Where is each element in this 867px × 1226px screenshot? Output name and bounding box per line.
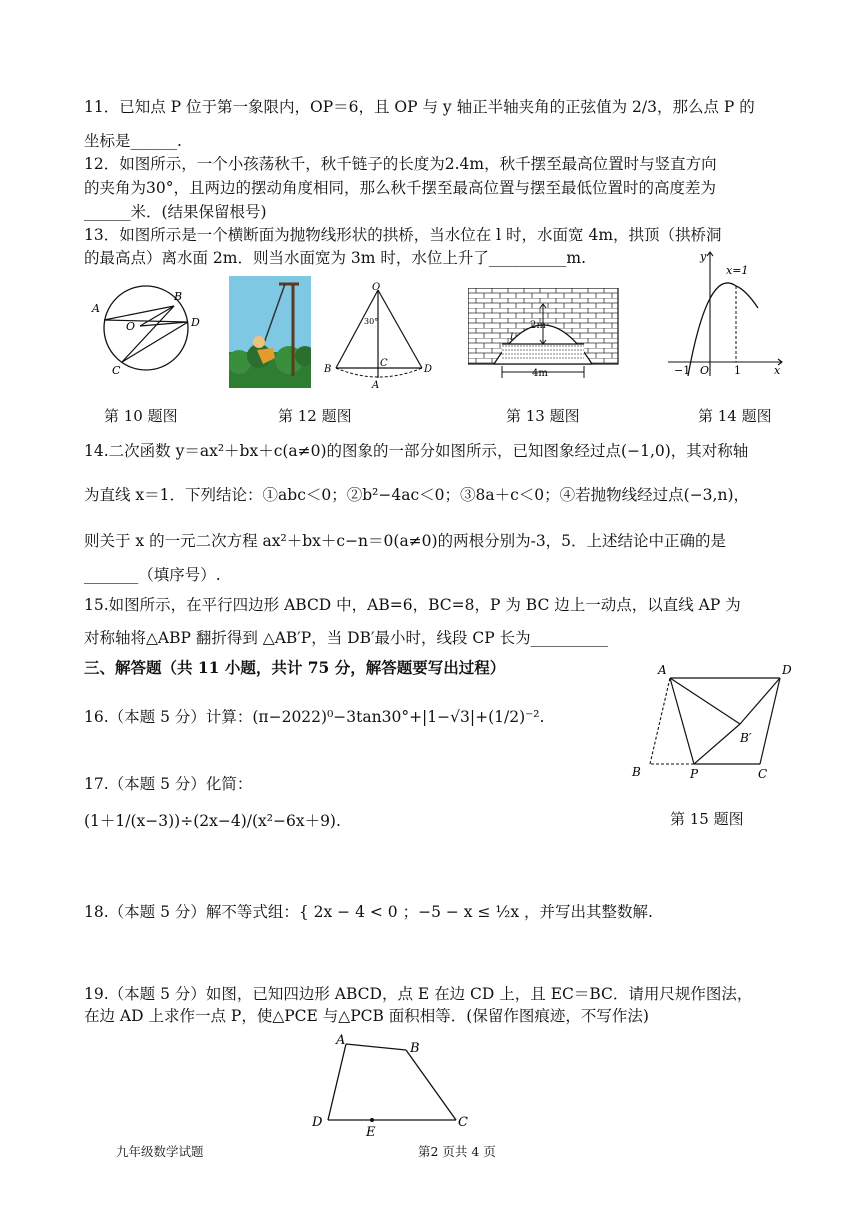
fig14-label-o: O <box>700 364 710 377</box>
fig19-label-b: B <box>410 1041 420 1056</box>
q15-line2: 对称轴将△ABP 翻折得到 △AB′P，当 DB′最小时，线段 CP 长为__________ <box>84 629 609 647</box>
fig12-label-angle: 30° <box>364 317 379 326</box>
fig19-label-e: E <box>366 1125 376 1140</box>
fig19-label-a: A <box>336 1033 346 1048</box>
fig15-label-c: C <box>758 767 768 780</box>
q11-line1: 11．已知点 P 位于第一象限内，OP＝6，且 OP 与 y 轴正半轴夹角的正弦值为 2/3，那么点 P 的 <box>84 98 755 116</box>
q16-line: 16.（本题 5 分）计算：(π−2022)⁰−3tan30°+|1−√3|+(1/2)⁻². <box>84 708 545 726</box>
q14-line2: 为直线 x＝1．下列结论：①abc＜0；②b²−4ac＜0；③8a＋c＜0；④若抛物线经过点(−3,n)， <box>84 486 750 504</box>
q11-line2: 坐标是______. <box>84 132 182 150</box>
fig15-label-d: D <box>782 663 792 677</box>
fig12-label-b: B <box>324 364 332 375</box>
fig10-label-b: B <box>174 290 183 303</box>
fig13-label-width: 4m <box>532 368 548 379</box>
figure-14 <box>664 246 786 380</box>
fig15-caption: 第 15 题图 <box>670 810 744 828</box>
figure-13 <box>468 288 620 380</box>
q14-line4: _______（填序号）. <box>84 566 221 584</box>
fig12-label-a: A <box>372 380 380 388</box>
figure-12 <box>322 282 434 388</box>
fig19-label-d: D <box>312 1115 323 1130</box>
q13-line2: 的最高点）离水面 2m．则当水面宽为 3m 时，水位上升了__________m. <box>84 249 587 267</box>
q19-line1: 19.（本题 5 分）如图，已知四边形 ABCD，点 E 在边 CD 上，且 EC＝BC．请用尺规作图法， <box>84 985 753 1003</box>
fig13-label-l: l <box>510 332 514 343</box>
fig15-label-p: P <box>690 767 699 780</box>
footer-title: 九年级数学试题 <box>116 1144 204 1159</box>
fig13-label-height: 2m <box>530 320 546 331</box>
fig10-label-c: C <box>112 364 121 377</box>
fig10-caption: 第 10 题图 <box>104 407 178 425</box>
fig14-label-x: x <box>774 364 781 377</box>
figure-15 <box>628 660 804 780</box>
swing-illustration <box>229 276 311 388</box>
fig13-caption: 第 13 题图 <box>506 407 580 425</box>
fig10-label-d: D <box>191 316 200 329</box>
q17-line2: (1＋1/(x−3))÷(2x−4)/(x²−6x＋9). <box>84 812 341 830</box>
q12-line2: 的夹角为30°，且两边的摆动角度相同，那么秋千摆至最高位置与摆至最低位置时的高度差为 <box>84 179 716 197</box>
fig10-label-a: A <box>92 302 100 315</box>
q12-line3: ______米．(结果保留根号) <box>84 203 267 221</box>
fig15-label-a: A <box>658 663 667 677</box>
fig12-label-d: D <box>424 364 433 375</box>
fig12-label-c: C <box>380 358 388 369</box>
q12-line1: 12．如图所示，一个小孩荡秋千，秋千链子的长度为2.4m，秋千摆至最高位置时与竖直方向 <box>84 155 717 173</box>
fig14-label-neg1: −1 <box>674 364 691 377</box>
fig14-label-1: 1 <box>734 364 741 377</box>
q14-line3: 则关于 x 的一元二次方程 ax²＋bx＋c−n＝0(a≠0)的两根分别为-3，5．上述结论中正确的是 <box>84 532 727 550</box>
fig19-label-c: C <box>458 1115 468 1130</box>
q18-line: 18.（本题 5 分）解不等式组：{ 2x − 4 < 0 ；−5 − x ≤ ½x ，并写出其整数解. <box>84 903 653 921</box>
fig12-caption: 第 12 题图 <box>278 407 352 425</box>
fig14-caption: 第 14 题图 <box>698 407 772 425</box>
q15-line1: 15.如图所示，在平行四边形 ABCD 中，AB=6，BC=8，P 为 BC 边上一动点，以直线 AP 为 <box>84 596 741 614</box>
fig14-label-axis: x=1 <box>726 264 749 277</box>
fig10-label-o: O <box>126 320 136 333</box>
fig15-label-b-prime: B′ <box>740 731 752 745</box>
q19-line2: 在边 AD 上求作一点 P，使△PCE 与△PCB 面积相等．(保留作图痕迹，不写作法) <box>84 1007 649 1025</box>
fig15-label-b: B <box>632 765 641 779</box>
fig14-label-y: y <box>700 250 707 263</box>
figure-10 <box>88 282 206 382</box>
fig12-label-o: O <box>372 282 381 293</box>
section-3-heading: 三、解答题（共 11 小题，共计 75 分，解答题要写出过程） <box>84 658 506 677</box>
footer-page-number: 第2 页共 4 页 <box>418 1144 496 1159</box>
q13-line1: 13．如图所示是一个横断面为抛物线形状的拱桥，当水位在 l 时，水面宽 4m，拱顶（拱桥洞 <box>84 226 722 244</box>
q14-line1: 14.二次函数 y＝ax²＋bx＋c(a≠0)的图象的一部分如图所示，已知图象经过点(−1,0)，其对称轴 <box>84 442 749 460</box>
figure-19 <box>308 1030 480 1140</box>
q17-line1: 17.（本题 5 分）化简： <box>84 775 253 793</box>
